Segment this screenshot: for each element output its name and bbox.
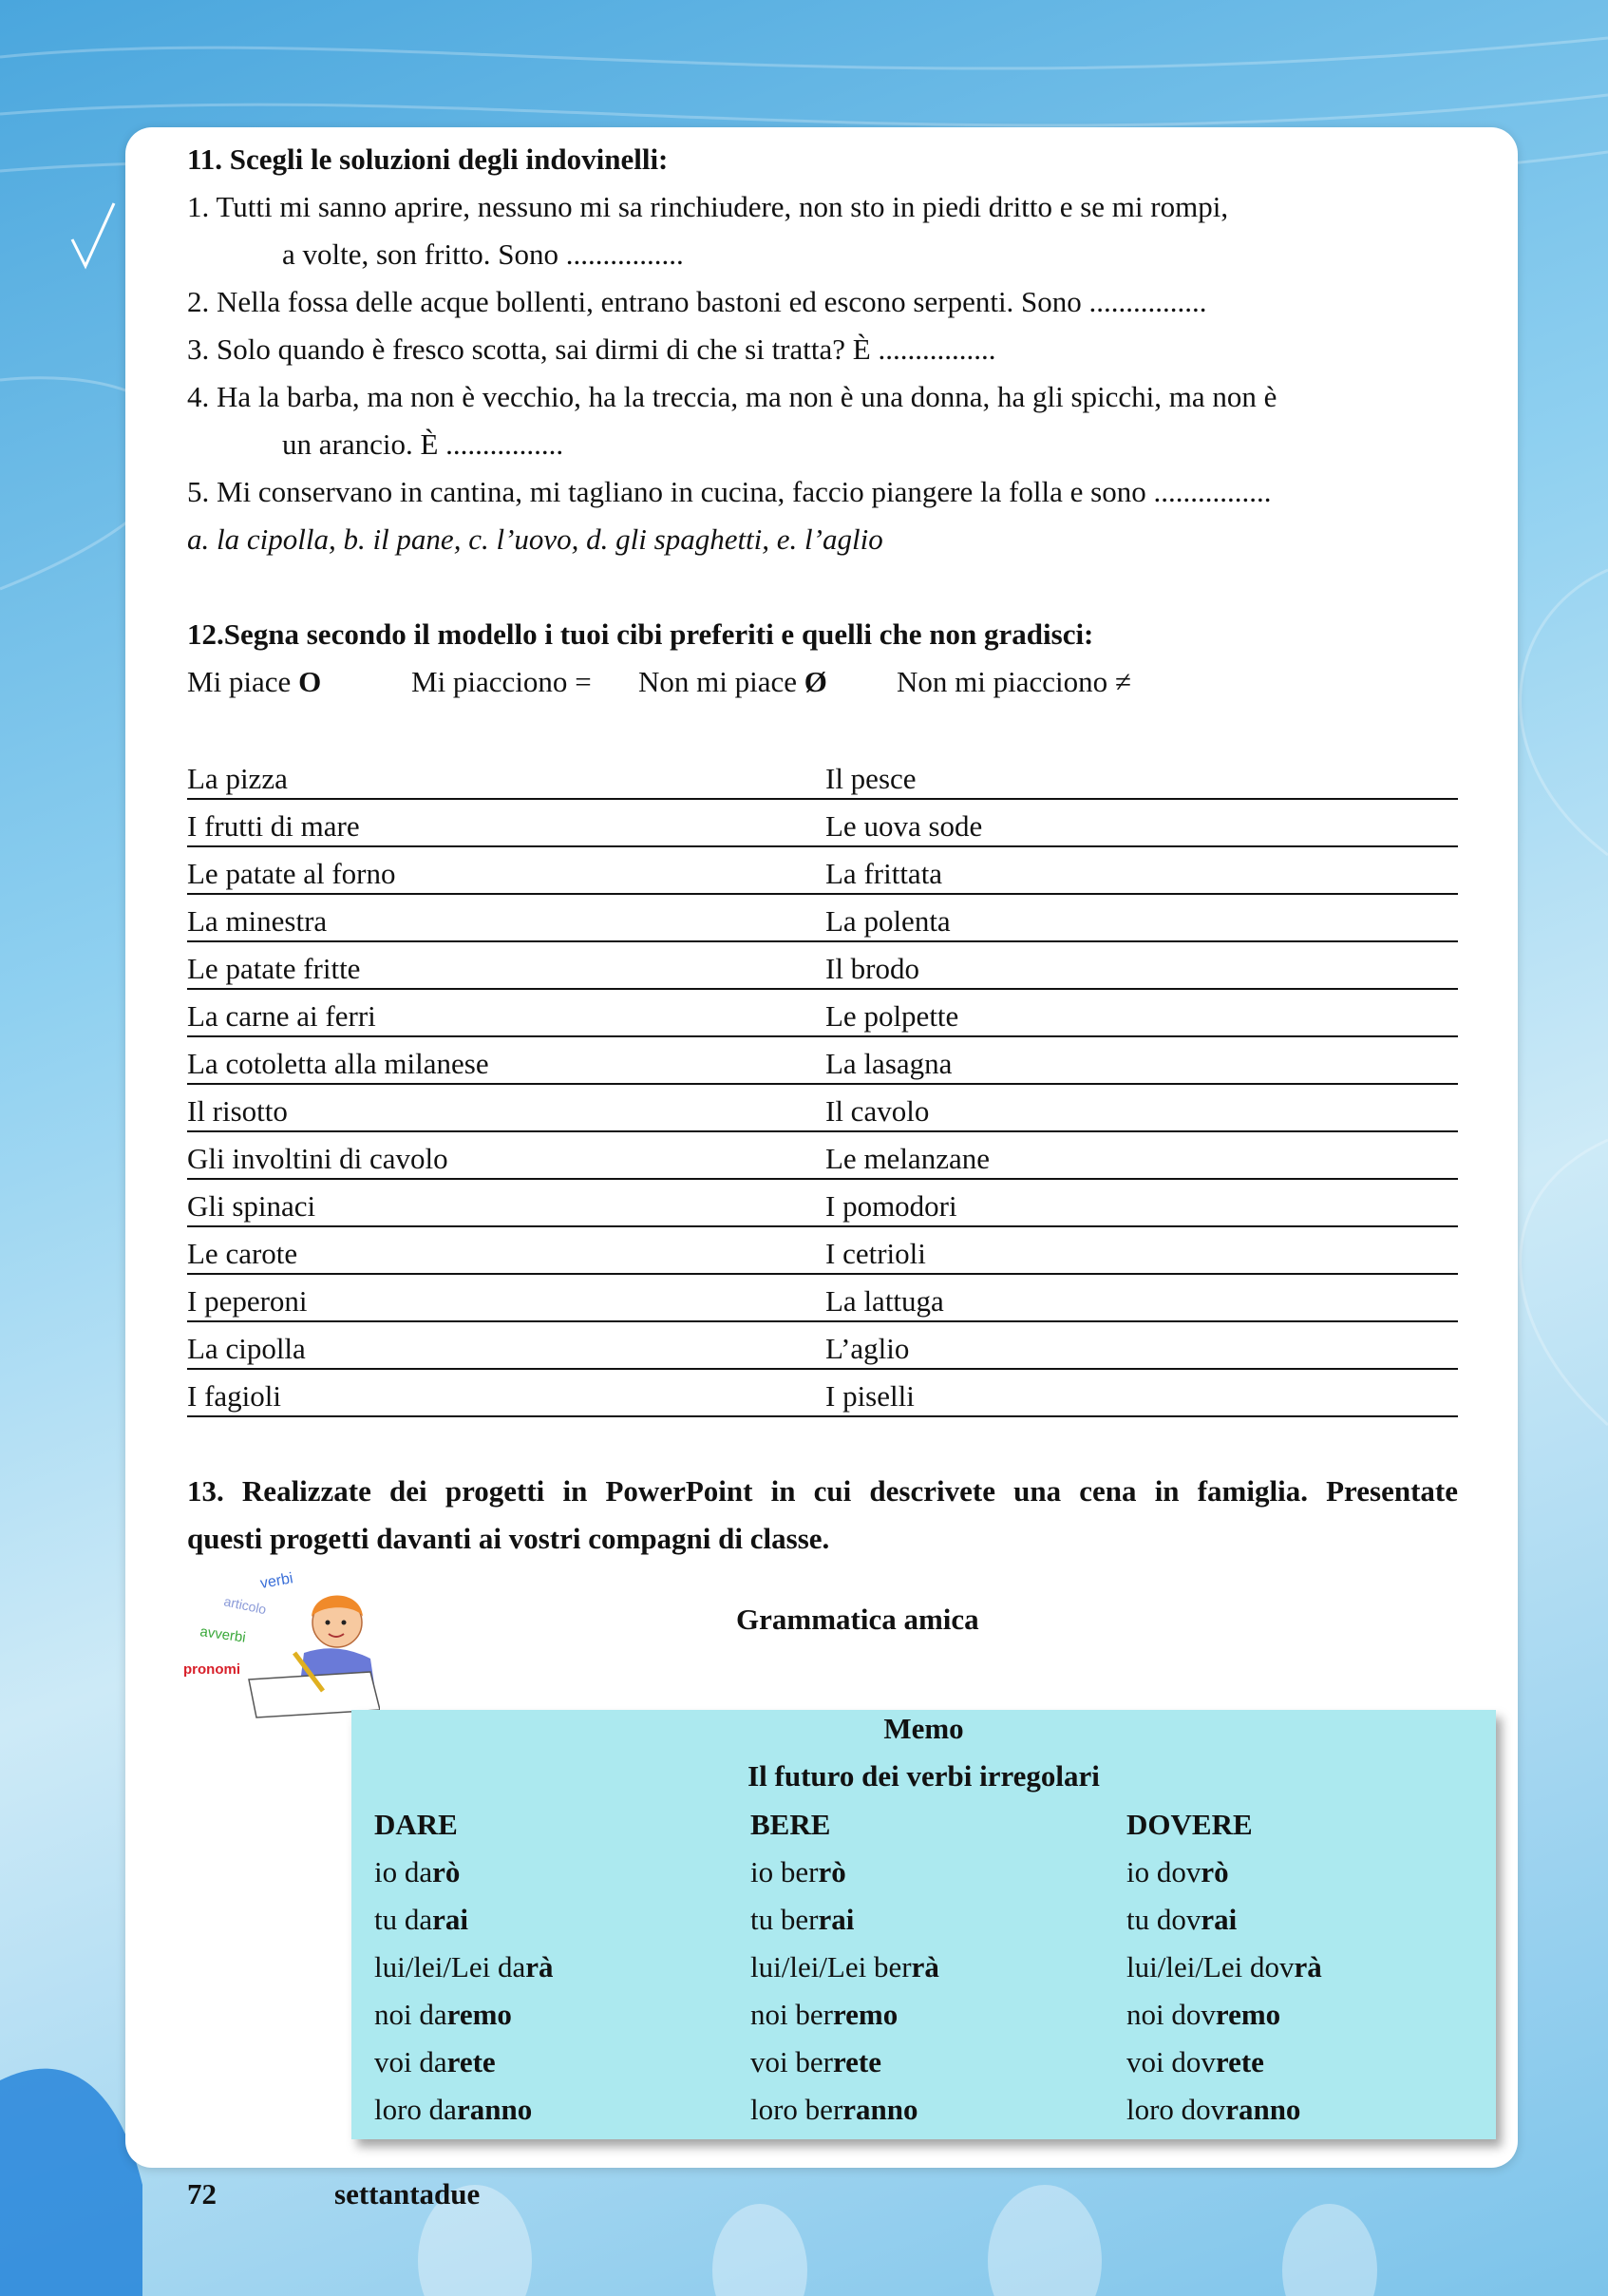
- food-item-left: Le patate fritte: [187, 952, 361, 985]
- food-item-right: I pomodori: [825, 1189, 957, 1223]
- kid-word: pronomi: [183, 1661, 240, 1678]
- verb-form: [1126, 2086, 1322, 2134]
- verb-stem: noi dov: [1126, 1998, 1216, 2031]
- verb-stem: lui/lei/Lei dov: [1126, 1950, 1295, 1983]
- verb-ending: rò: [818, 1855, 846, 1888]
- page-number: 72: [187, 2177, 217, 2211]
- food-item-left: Le carote: [187, 1237, 298, 1270]
- kid-word: avverbi: [199, 1623, 247, 1646]
- food-row: [187, 1273, 1458, 1322]
- food-item-left: La minestra: [187, 904, 328, 938]
- verb-form: [750, 1896, 939, 1944]
- food-item-left: I fagioli: [187, 1379, 281, 1413]
- food-item-left: La pizza: [187, 762, 288, 795]
- food-row: [187, 1130, 1458, 1180]
- legend-item: Non mi piace Ø: [638, 665, 827, 698]
- verb-infinitive: DARE: [374, 1808, 458, 1841]
- food-item-right: I piselli: [825, 1379, 915, 1413]
- legend-item: Non mi piacciono ≠: [897, 665, 1131, 698]
- exercise-13-line1: 13. Realizzate dei progetti in PowerPoint in cui descrivete una cena in famiglia. Presentate: [187, 1474, 1458, 1508]
- food-item-right: La lattuga: [825, 1284, 944, 1318]
- food-item-right: Il brodo: [825, 952, 920, 985]
- verb-stem: io ber: [750, 1855, 819, 1888]
- verb-ending: rete: [1215, 2045, 1264, 2078]
- verb-stem: voi dov: [1126, 2045, 1216, 2078]
- verb-ending: ranno: [1225, 2093, 1301, 2126]
- verb-form: [1126, 1849, 1322, 1896]
- symbol-legend: [187, 663, 1458, 701]
- verb-ending: rai: [818, 1903, 855, 1936]
- food-item-left: Gli spinaci: [187, 1189, 316, 1223]
- kid-word: articolo: [222, 1593, 268, 1618]
- verb-column: [750, 1801, 939, 2134]
- food-row: [187, 1083, 1458, 1132]
- grammar-heading: Grammatica amica: [736, 1603, 979, 1636]
- verb-form: [374, 2086, 554, 2134]
- verb-ending: ranno: [456, 2093, 533, 2126]
- verb-form: [750, 1849, 939, 1896]
- kid-writing-illustration: [180, 1567, 380, 1719]
- food-row: [187, 1178, 1458, 1227]
- food-row: [187, 1320, 1458, 1370]
- verb-form: [374, 1896, 554, 1944]
- riddle-line: 1. Tutti mi sanno aprire, nessuno mi sa rinchiudere, non sto in piedi dritto e se mi rompi,: [187, 190, 1229, 223]
- food-item-right: La lasagna: [825, 1047, 953, 1080]
- verb-stem: tu da: [374, 1903, 433, 1936]
- exercise-13-line2: questi progetti davanti ai vostri compagni di classe.: [187, 1522, 830, 1555]
- verb-ending: remo: [832, 1998, 899, 2031]
- exercise-12-title: 12.Segna secondo il modello i tuoi cibi preferiti e quelli che non gradisci:: [187, 617, 1094, 651]
- food-item-right: Le melanzane: [825, 1142, 990, 1175]
- check-icon: [65, 199, 122, 275]
- riddle-line: 3. Solo quando è fresco scotta, sai dirmi di che si tratta? È ................: [187, 332, 996, 366]
- verb-stem: noi da: [374, 1998, 447, 2031]
- food-row: [187, 750, 1458, 800]
- verb-form: [1126, 2039, 1322, 2086]
- verb-stem: noi ber: [750, 1998, 833, 2031]
- riddle-line: 2. Nella fossa delle acque bollenti, entrano bastoni ed escono serpenti. Sono ................: [187, 285, 1207, 318]
- verb-ending: rai: [1201, 1903, 1238, 1936]
- memo-title: Memo: [883, 1712, 964, 1745]
- food-item-right: Le polpette: [825, 999, 959, 1033]
- memo-box: [351, 1710, 1496, 2139]
- verb-form: [374, 1991, 554, 2039]
- verb-form: [374, 1944, 554, 1991]
- riddle-line: 5. Mi conservano in cantina, mi tagliano in cucina, faccio piangere la folla e sono ................: [187, 475, 1272, 508]
- verb-infinitive: BERE: [750, 1808, 831, 1841]
- verb-form: [750, 1991, 939, 2039]
- food-item-left: La cotoletta alla milanese: [187, 1047, 489, 1080]
- food-row: [187, 940, 1458, 990]
- food-item-left: La carne ai ferri: [187, 999, 376, 1033]
- riddle-line: 4. Ha la barba, ma non è vecchio, ha la treccia, ma non è una donna, ha gli spicchi, ma non è: [187, 380, 1277, 413]
- verb-stem: lui/lei/Lei ber: [750, 1950, 912, 1983]
- verb-infinitive: DOVERE: [1126, 1808, 1253, 1841]
- legend-item: Mi piacciono =: [411, 665, 592, 698]
- verb-stem: loro da: [374, 2093, 457, 2126]
- food-item-left: Il risotto: [187, 1094, 288, 1128]
- food-item-right: L’aglio: [825, 1332, 910, 1365]
- kid-word: verbi: [258, 1570, 294, 1592]
- food-item-left: Le patate al forno: [187, 857, 396, 890]
- food-item-left: I peperoni: [187, 1284, 308, 1318]
- food-item-left: La cipolla: [187, 1332, 306, 1365]
- verb-ending: rete: [832, 2045, 881, 2078]
- food-row: [187, 1368, 1458, 1417]
- memo-subtitle: Il futuro dei verbi irregolari: [747, 1759, 1100, 1793]
- food-row: [187, 798, 1458, 847]
- food-row: [187, 988, 1458, 1037]
- verb-ending: remo: [1215, 1998, 1281, 2031]
- verb-form: [1126, 1991, 1322, 2039]
- verb-ending: rete: [446, 2045, 496, 2078]
- verb-ending: rò: [432, 1855, 461, 1888]
- verb-stem: loro dov: [1126, 2093, 1226, 2126]
- verb-form: [750, 2039, 939, 2086]
- food-item-left: Gli involtini di cavolo: [187, 1142, 448, 1175]
- food-item-left: I frutti di mare: [187, 809, 360, 843]
- riddle-answers: a. la cipolla, b. il pane, c. l’uovo, d. gli spaghetti, e. l’aglio: [187, 522, 883, 556]
- food-row: [187, 893, 1458, 942]
- food-item-right: Le uova sode: [825, 809, 983, 843]
- verb-form: [750, 1944, 939, 1991]
- verb-stem: loro ber: [750, 2093, 843, 2126]
- verb-stem: tu dov: [1126, 1903, 1201, 1936]
- verb-ending: rà: [525, 1950, 554, 1983]
- verb-form: [750, 2086, 939, 2134]
- food-item-right: La frittata: [825, 857, 943, 890]
- verb-form: [1126, 1896, 1322, 1944]
- food-item-right: Il cavolo: [825, 1094, 930, 1128]
- verb-stem: io dov: [1126, 1855, 1201, 1888]
- food-item-right: I cetrioli: [825, 1237, 926, 1270]
- verb-ending: rò: [1201, 1855, 1229, 1888]
- exercise-11-title: 11. Scegli le soluzioni degli indovinelli:: [187, 142, 669, 176]
- food-item-right: La polenta: [825, 904, 951, 938]
- verb-stem: lui/lei/Lei da: [374, 1950, 526, 1983]
- food-row: [187, 1225, 1458, 1275]
- food-row: [187, 845, 1458, 895]
- verb-stem: io da: [374, 1855, 433, 1888]
- verb-form: [374, 2039, 554, 2086]
- verb-ending: remo: [446, 1998, 512, 2031]
- page-number-word: settantadue: [334, 2177, 481, 2211]
- verb-ending: ranno: [842, 2093, 918, 2126]
- riddle-line: a volte, son fritto. Sono ................: [282, 237, 684, 271]
- verb-form: [1126, 1944, 1322, 1991]
- verb-column: [374, 1801, 554, 2134]
- verb-stem: tu ber: [750, 1903, 819, 1936]
- verb-stem: voi da: [374, 2045, 447, 2078]
- verb-ending: rà: [1294, 1950, 1322, 1983]
- food-row: [187, 1035, 1458, 1085]
- verb-form: [374, 1849, 554, 1896]
- food-item-right: Il pesce: [825, 762, 917, 795]
- riddle-line: un arancio. È ................: [282, 427, 564, 461]
- verb-ending: rai: [432, 1903, 468, 1936]
- verb-ending: rà: [911, 1950, 939, 1983]
- verb-column: [1126, 1801, 1322, 2134]
- verb-stem: voi ber: [750, 2045, 833, 2078]
- legend-item: Mi piace O: [187, 665, 322, 698]
